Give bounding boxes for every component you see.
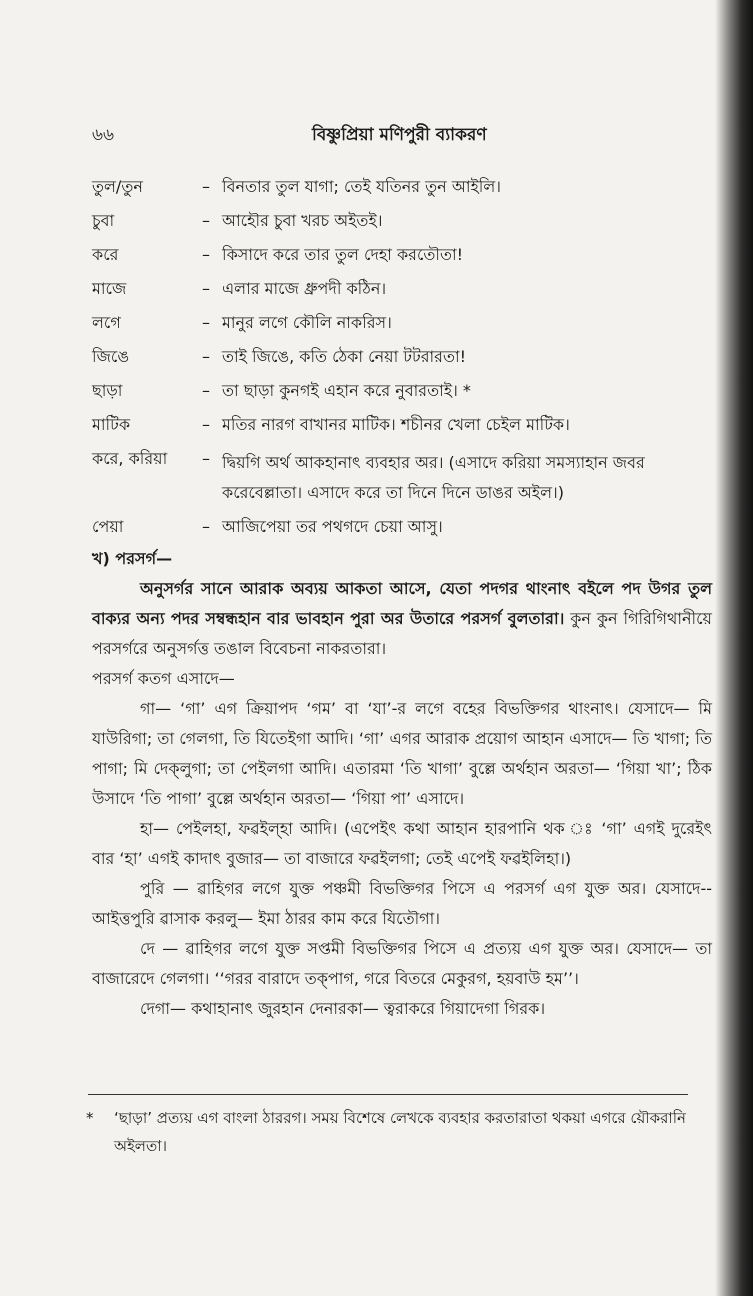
entry-term: লগে [92, 313, 121, 332]
entry-dash: – [202, 517, 210, 536]
entry-example: তা ছাড়া কুনগই এহান করে নুবারতাই। * [222, 381, 471, 400]
entry-example: কিসাদে করে তার তুল দেহা করতৌতা! [222, 245, 464, 264]
intro-bold-text: অনুসর্গর সানে আরাক অব্যয় আকতা আসে, যেতা পদগর থাংনাৎ বইলে পদ উগর তুল বাক্যর অন্য পদর সম্বন্ধহান বার ভাবহান পুরা অর উতারে পরসর্গ বুলতারা। [92, 579, 712, 628]
entry-row [92, 410, 712, 444]
paragraph-ha: হা— পেইলহা, ফৱইল্‌হা আদি। (এপেইৎ কথা আহান হারপানি থক ঃ ‘গা’ এগই দুরেইৎ বার ‘হা’ এগই কাদাৎ বুজার— তা বাজারে ফৱইলগা; তেই এপেই ফৱইলিহা।) [92, 819, 712, 868]
intro-rest-text: কুন কুন গিরিগিথানীয়ে পরসর্গরে অনুসর্গত্ত তঙাল বিবেচনা নাকরতারা। [92, 609, 712, 658]
entry-term: চুবা [92, 211, 115, 230]
entry-dash: – [202, 415, 210, 434]
paragraph-ga: গা— ‘গা’ এগ ক্রিয়াপদ ‘গম’ বা ‘যা’-র লগে বহের বিভক্তিগর থাংনাৎ। যেসাদে— মি যাউরিগা; তা গেলগা, তি যিতেইগা আদি। ‘গা’ এগর আরাক প্রয়োগ আহান এসাদে— তি খাগা; তি পাগা; মি দেক্‌লুগা; তা পেইলগা আদি। এতারমা ‘তি খাগা’ বুল্লে অর্থহান অরতা— ‘গিয়া খা’; ঠিক উসাদে ‘তি পাগা’ বুল্লে অর্থহান অরতা— ‘গিয়া পা’ এসাদে। [92, 699, 712, 808]
footnote [86, 1104, 701, 1160]
entry-term: করে, করিয়া [92, 449, 168, 468]
suffix-examples-list [92, 172, 712, 546]
postposition-section [92, 544, 712, 1024]
paragraph-puri: পুরি — ৱাহিগর লগে যুক্ত পঞ্চমী বিভক্তিগর পিসে এ পরসর্গ এগ যুক্ত অর। যেসাদে-- আইত্তপুরি ৱাসাক করলু— ইমা ঠারর কাম করে যিতৌগা। [92, 879, 712, 928]
entry-example: আহৌর চুবা খরচ অইতই। [222, 211, 383, 230]
entry-example: দ্বিয়গি অর্থ আকহানাৎ ব্যবহার অর। (এসাদে করিয়া সমস্যাহান জবর করেবেল্লাতা। এসাদে করে তা দিনে দিনে ডাঙর অইল।) [222, 453, 645, 502]
entry-dash: – [202, 211, 210, 230]
running-title: বিষ্ণুপ্রিয়া মণিপুরী ব্যাকরণ [312, 125, 487, 145]
entry-row [92, 274, 712, 308]
entry-example: এলার মাজে ধ্রুপদী কঠিন। [222, 279, 387, 298]
section-heading: খ) পরসর্গ— [92, 549, 173, 568]
page-header [92, 122, 712, 152]
entry-dash: – [202, 313, 210, 332]
entry-dash: – [202, 381, 210, 400]
paragraph-de: দে — ৱাহিগর লগে যুক্ত সপ্তমী বিভক্তিগর পিসে এ প্রত্যয় এগ যুক্ত অর। যেসাদে— তা বাজারেদে গেলগা। ‘‘গরর বারাদে তক্‌পাগ, গরে বিতরে মেকুরগ, হয়বাউ হম’’। [92, 939, 712, 988]
entry-term: ছাড়া [92, 381, 123, 400]
entry-example: তাই জিঙে, কতি ঠেকা নেয়া টটরারতা! [222, 347, 467, 366]
entry-dash: – [202, 177, 210, 196]
entry-example: আজিপেয়া তর পথগদে চেয়া আসু। [222, 517, 443, 536]
entry-dash: – [202, 245, 210, 264]
footnote-text: ‘ছাড়া’ প্রত্যয় এগ বাংলা ঠাররগ। সময় বিশেষে লেখকে ব্যবহার করতারাতা থকয়া এগরে য়ৌকরানি অইলতা। [114, 1109, 686, 1155]
entry-row [92, 376, 712, 410]
entry-term: করে [92, 245, 119, 264]
entry-row [92, 444, 712, 512]
entry-term: তুল/তুন [92, 177, 143, 196]
footnote-rule [88, 1094, 688, 1095]
entry-example: বিনতার তুল যাগা; তেই যতিনর তুন আইলি। [222, 177, 502, 196]
entry-row [92, 342, 712, 376]
examples-heading: পরসর্গ কতগ এসাদে— [92, 669, 235, 688]
paragraph-dega: দেগা— কথাহানাৎ জুরহান দেনারকা— ত্বরাকরে গিয়াদেগা গিরক। [140, 999, 546, 1018]
entry-dash: – [202, 347, 210, 366]
entry-dash: – [202, 449, 210, 468]
footnote-marker: * [86, 1109, 94, 1127]
entry-row [92, 308, 712, 342]
page-number: ৬৬ [92, 125, 115, 145]
book-spine-shadow [715, 0, 753, 1296]
entry-example: মানুর লগে কৌলি নাকরিস। [222, 313, 392, 332]
entry-row [92, 206, 712, 240]
entry-term: পেয়া [92, 517, 124, 536]
entry-dash: – [202, 279, 210, 298]
entry-row [92, 172, 712, 206]
entry-term: মাজে [92, 279, 127, 298]
entry-term: জিঙে [92, 347, 130, 366]
entry-row [92, 240, 712, 274]
intro-paragraph [92, 574, 712, 664]
entry-term: মাটিক [92, 415, 131, 434]
entry-row [92, 512, 712, 546]
entry-example: মতির নারগ বাখানর মাটিক। শচীনর খেলা চেইল মাটিক। [222, 415, 570, 434]
